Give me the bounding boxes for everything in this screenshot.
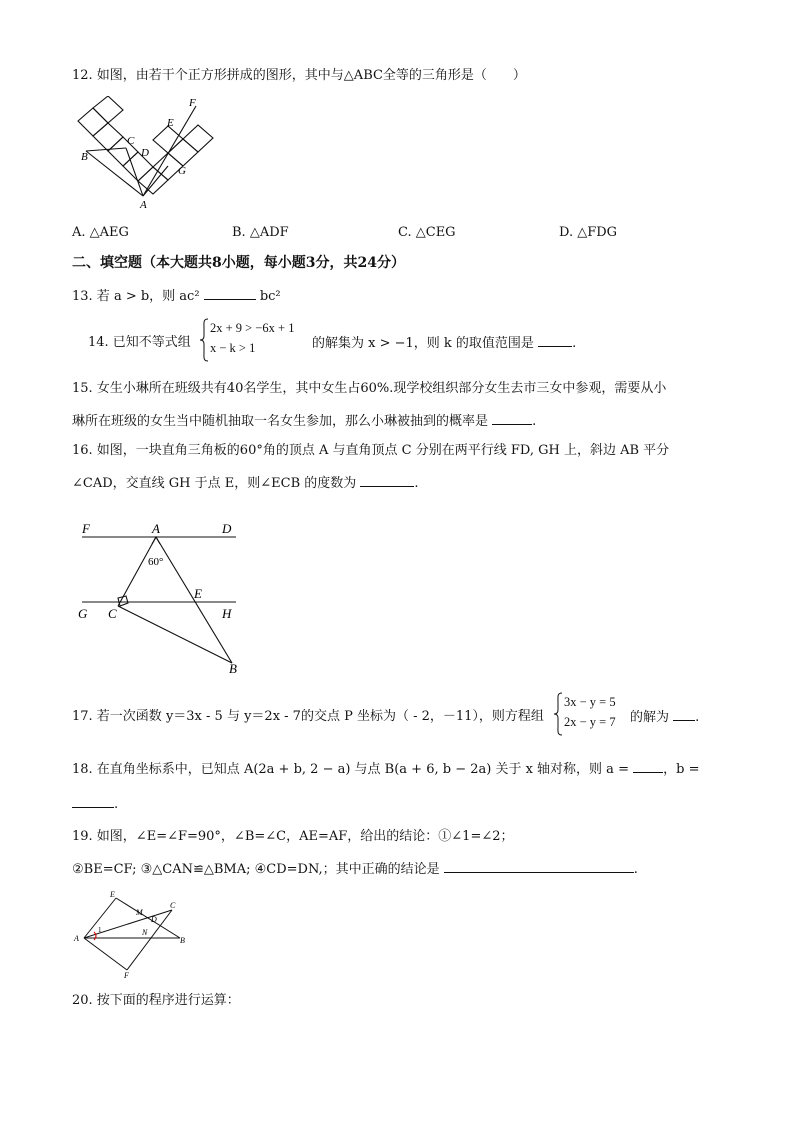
q17-brace: [553, 692, 563, 736]
q18-mid: ，b =: [663, 762, 700, 777]
q12-figure: [68, 96, 218, 211]
q20-text: 20. 按下面的程序进行运算：: [72, 993, 240, 1008]
label-E: E: [167, 117, 174, 129]
label-F: F: [124, 971, 129, 978]
label-B: B: [229, 661, 237, 676]
label-C: C: [170, 901, 176, 910]
label-G: G: [78, 606, 88, 621]
label-F: F: [189, 97, 196, 109]
q15-line2: 琳所在班级的女生当中随机抽取一名女生参加，那么小琳被抽到的概率是 .: [72, 414, 537, 429]
label-A: A: [152, 521, 160, 536]
q19-blank: [444, 860, 634, 873]
label-E: E: [110, 890, 115, 899]
label-D: D: [141, 147, 149, 159]
label-F: F: [82, 521, 90, 536]
label-H: H: [222, 606, 232, 621]
q17-row1: 3x − y = 5: [564, 695, 616, 709]
label-C: C: [127, 135, 135, 147]
q19-line1: 19. 如图，∠E=∠F=90°，∠B=∠C，AE=AF，给出的结论：①∠1=∠2；: [72, 829, 514, 844]
q12-text: 12. 如图，由若干个正方形拼成的图形，其中与△ABC全等的三角形是（ ）: [72, 68, 526, 83]
q18-line2: .: [72, 795, 118, 814]
q14-prefix: 14. 已知不等式组: [88, 335, 191, 350]
q14-row1: 2x + 9 > −6x + 1: [210, 321, 295, 335]
q13-suffix: bc²: [259, 289, 281, 304]
label-1: 1: [98, 926, 102, 934]
q15-blank: [492, 412, 532, 425]
q19-line2: ②BE=CF; ③△CAN≌△BMA; ④CD=DN,；其中正确的结论是 .: [72, 862, 638, 877]
label-G: G: [178, 165, 186, 177]
label-B: B: [81, 151, 88, 163]
label-B: B: [180, 936, 185, 945]
q14-suffix: 的解集为 x > −1，则 k 的取值范围是: [312, 336, 534, 351]
label-A: A: [74, 934, 79, 943]
q17-prefix: 17. 若一次函数 y＝3x - 5 与 y＝2x - 7的交点 P 坐标为（ - 2，－11），则方程组: [72, 709, 544, 724]
q17-system: [564, 692, 616, 732]
q12-option-d: D. △FDG: [559, 225, 618, 240]
label-D: D: [151, 915, 157, 924]
label-N: N: [142, 928, 148, 937]
label-C: C: [108, 606, 117, 621]
q18-text: 18. 在直角坐标系中，已知点 A(2a + b, 2 − a) 与点 B(a + 6, b − 2a) 关于 x 轴对称，则 a =: [72, 762, 629, 777]
q19-figure: [72, 888, 197, 978]
q12-option-a: A. △AEG: [72, 225, 129, 240]
q18-blank-a: [633, 760, 663, 773]
q12-option-b: B. △ADF: [232, 225, 289, 240]
q18-blank-b: [72, 795, 114, 808]
q16-line2: ∠CAD，交直线 GH 于点 E，则∠ECB 的度数为 .: [72, 476, 419, 491]
label-D: D: [222, 521, 232, 536]
label-60deg: 60°: [148, 556, 164, 568]
q13-prefix: 13. 若 a > b，则 ac²: [72, 289, 200, 304]
q17-row2: 2x − y = 7: [564, 715, 616, 729]
q15-line2-text: 琳所在班级的女生当中随机抽取一名女生参加，那么小琳被抽到的概率是: [72, 414, 489, 429]
q17-blank: [673, 708, 695, 721]
q16-blank: [360, 474, 414, 487]
q12-option-c: C. △CEG: [398, 225, 456, 240]
q18-line1: [72, 760, 699, 779]
q14-row2: x − k > 1: [210, 341, 256, 355]
q13: [72, 287, 281, 306]
q14-brace: [199, 318, 209, 362]
label-M: M: [136, 908, 143, 917]
q13-blank: [204, 287, 256, 300]
q17-suffix-line: 的解为 .: [630, 710, 700, 725]
label-E: E: [194, 586, 202, 601]
q14-system: [210, 318, 294, 358]
q16-line1: 16. 如图，一块直角三角板的60°角的顶点 A 与直角顶点 C 分别在两平行线 FD, GH 上，斜边 AB 平分: [72, 443, 670, 458]
q16-line2-text: ∠CAD，交直线 GH 于点 E，则∠ECB 的度数为: [72, 476, 357, 491]
q15-line1: 15. 女生小琳所在班级共有40名学生，其中女生占60%.现学校组织部分女生去市三女中参观，需要从小: [72, 381, 667, 396]
label-A: A: [140, 199, 147, 211]
q17-suffix: 的解为: [630, 710, 670, 725]
q14-suffix-line: 的解集为 x > −1，则 k 的取值范围是 .: [312, 336, 577, 351]
section-heading: 二、填空题（本大题共8小题，每小题3分，共24分）: [72, 255, 405, 271]
q14-blank: [538, 334, 572, 347]
q16-figure: [72, 518, 247, 678]
q19-line2-text: ②BE=CF; ③△CAN≌△BMA; ④CD=DN,；其中正确的结论是: [72, 862, 440, 877]
